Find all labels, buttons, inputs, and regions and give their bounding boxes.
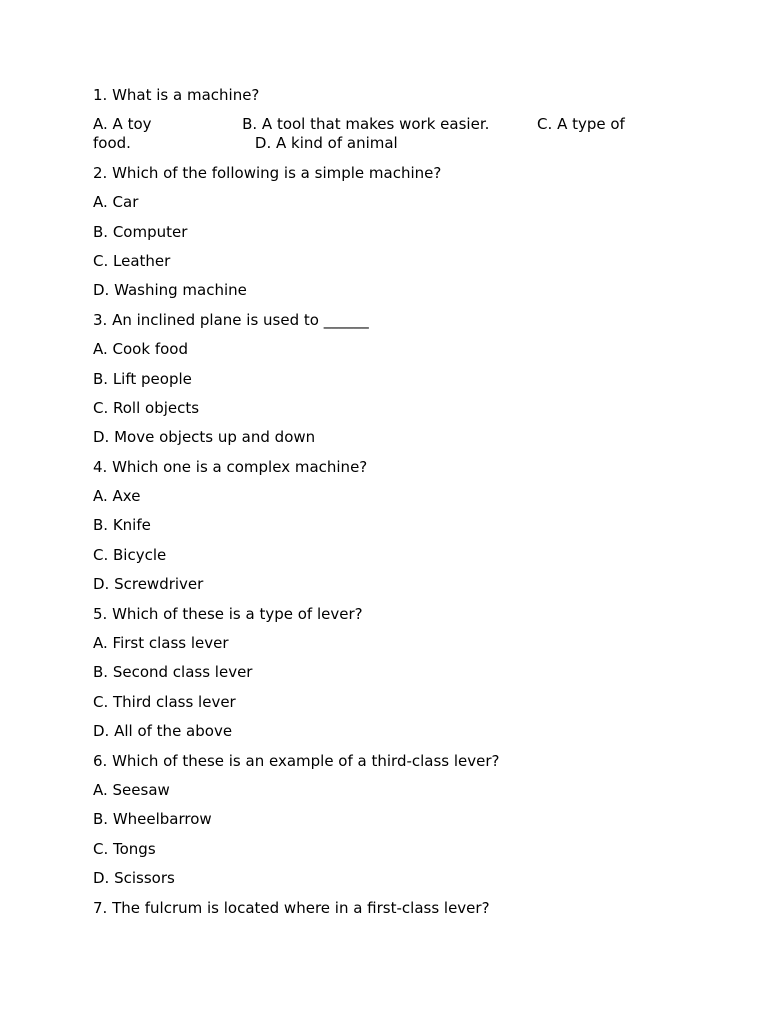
question-2: 2. Which of the following is a simple machine? xyxy=(93,163,442,182)
question-3: 3. An inclined plane is used to ______ xyxy=(93,310,369,329)
question-5-option-a: A. First class lever xyxy=(93,634,229,653)
question-4-option-b: B. Knife xyxy=(93,516,151,535)
question-5-option-b: B. Second class lever xyxy=(93,663,253,682)
question-3-option-c: C. Roll objects xyxy=(93,398,200,417)
question-5-option-d: D. All of the above xyxy=(93,722,233,741)
question-3-option-d: D. Move objects up and down xyxy=(93,428,316,447)
question-4-option-c: C. Bicycle xyxy=(93,545,167,564)
question-1: 1. What is a machine? xyxy=(93,86,260,104)
question-1-options-line2: food. D. A kind of animal xyxy=(93,134,398,153)
question-1-options-line1: A. A toy B. A tool that makes work easier. C. A type of xyxy=(93,115,625,134)
question-5: 5. Which of these is a type of lever? xyxy=(93,604,363,623)
question-2-option-a: A. Car xyxy=(93,193,139,212)
question-5-option-c: C. Third class lever xyxy=(93,692,236,711)
question-6-option-b: B. Wheelbarrow xyxy=(93,810,212,829)
question-6-option-d: D. Scissors xyxy=(93,869,175,888)
question-3-option-a: A. Cook food xyxy=(93,340,188,359)
question-6-option-a: A. Seesaw xyxy=(93,780,170,799)
question-2-option-b: B. Computer xyxy=(93,222,188,241)
question-4-option-a: A. Axe xyxy=(93,487,141,506)
question-6-option-c: C. Tongs xyxy=(93,839,156,858)
question-3-option-b: B. Lift people xyxy=(93,369,192,388)
question-4-option-d: D. Screwdriver xyxy=(93,575,204,594)
question-4: 4. Which one is a complex machine? xyxy=(93,457,368,476)
question-6: 6. Which of these is an example of a third-class lever? xyxy=(93,751,500,770)
worksheet-page xyxy=(93,86,653,928)
question-1-options xyxy=(93,115,653,153)
question-2-option-c: C. Leather xyxy=(93,251,171,270)
question-2-option-d: D. Washing machine xyxy=(93,281,247,300)
question-7: 7. The fulcrum is located where in a first-class lever? xyxy=(93,898,490,917)
